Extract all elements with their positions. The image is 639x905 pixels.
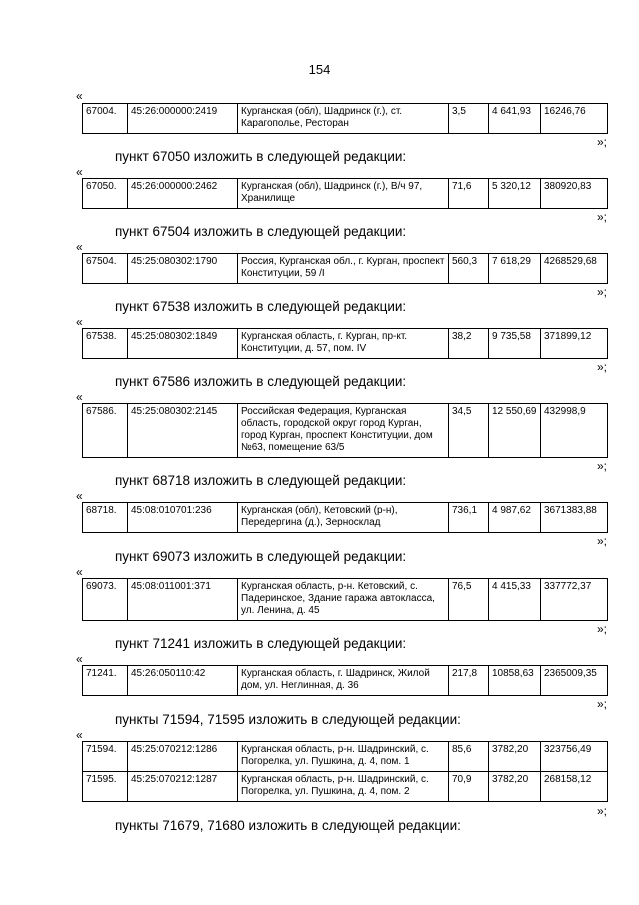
area: 85,6 <box>449 742 489 772</box>
close-quote: »; <box>597 697 608 711</box>
unit-price: 3782,20 <box>489 772 541 802</box>
row-number: 71594. <box>83 742 128 772</box>
unit-price: 5 320,12 <box>489 179 541 209</box>
row-number: 69073. <box>83 579 128 621</box>
record-table <box>82 328 608 359</box>
cadastral-number: 45:25:080302:1790 <box>128 254 238 284</box>
value: 371899,12 <box>541 329 608 359</box>
area: 70,9 <box>449 772 489 802</box>
value: 16246,76 <box>541 104 608 134</box>
area: 76,5 <box>449 579 489 621</box>
address: Курганская (обл), Кетовский (р-н), Передергина (д.), Зерносклад <box>238 503 449 533</box>
cadastral-number: 45:08:011001:371 <box>128 579 238 621</box>
paragraph: пункт 67504 изложить в следующей редакции: <box>115 224 407 239</box>
table-row <box>83 329 608 359</box>
open-quote: « <box>76 728 83 742</box>
table-row <box>83 404 608 458</box>
row-number: 67050. <box>83 179 128 209</box>
value: 380920,83 <box>541 179 608 209</box>
table-row <box>83 579 608 621</box>
value: 4268529,68 <box>541 254 608 284</box>
table-row <box>83 772 608 802</box>
close-quote: »; <box>597 135 608 149</box>
row-number: 68718. <box>83 503 128 533</box>
close-quote: »; <box>597 534 608 548</box>
record-table <box>82 178 608 209</box>
value: 432998,9 <box>541 404 608 458</box>
value: 323756,49 <box>541 742 608 772</box>
open-quote: « <box>76 89 83 103</box>
value: 2365009,35 <box>541 666 608 696</box>
unit-price: 3782,20 <box>489 742 541 772</box>
page-number: 154 <box>308 62 331 77</box>
table-row <box>83 254 608 284</box>
open-quote: « <box>76 390 83 404</box>
address: Курганская область, р-н. Кетовский, с. Падеринское, Здание гаража автокласса, ул. Ленина, д. 45 <box>238 579 449 621</box>
paragraph: пункт 71241 изложить в следующей редакции: <box>115 636 407 651</box>
close-quote: »; <box>597 804 608 818</box>
area: 736,1 <box>449 503 489 533</box>
address: Курганская (обл), Шадринск (г.), В/ч 97, Хранилище <box>238 179 449 209</box>
row-number: 67504. <box>83 254 128 284</box>
area: 3,5 <box>449 104 489 134</box>
paragraph: пункты 71594, 71595 изложить в следующей редакции: <box>115 712 461 727</box>
open-quote: « <box>76 315 83 329</box>
open-quote: « <box>76 489 83 503</box>
value: 3671383,88 <box>541 503 608 533</box>
cadastral-number: 45:25:080302:1849 <box>128 329 238 359</box>
value: 337772,37 <box>541 579 608 621</box>
address: Курганская (обл), Шадринск (г.), ст. Карагополье, Ресторан <box>238 104 449 134</box>
close-quote: »; <box>597 622 608 636</box>
row-number: 67004. <box>83 104 128 134</box>
address: Курганская область, р-н. Шадринский, с. Погорелка, ул. Пушкина, д. 4, пом. 2 <box>238 772 449 802</box>
record-table <box>82 253 608 284</box>
table-row <box>83 179 608 209</box>
record-table <box>82 741 608 802</box>
close-quote: »; <box>597 459 608 473</box>
paragraph: пункт 68718 изложить в следующей редакции: <box>115 473 407 488</box>
area: 217,8 <box>449 666 489 696</box>
table-row <box>83 666 608 696</box>
area: 560,3 <box>449 254 489 284</box>
row-number: 67586. <box>83 404 128 458</box>
paragraph: пункт 67586 изложить в следующей редакции: <box>115 374 407 389</box>
paragraph: пункт 67538 изложить в следующей редакции: <box>115 299 407 314</box>
row-number: 71595. <box>83 772 128 802</box>
open-quote: « <box>76 165 83 179</box>
area: 38,2 <box>449 329 489 359</box>
table-row <box>83 503 608 533</box>
address: Российская Федерация, Курганская область, городской округ город Курган, город Курган, проспект Конституции, дом №63, помещение 63/5 <box>238 404 449 458</box>
unit-price: 4 415,33 <box>489 579 541 621</box>
cadastral-number: 45:26:000000:2419 <box>128 104 238 134</box>
table-row <box>83 742 608 772</box>
close-quote: »; <box>597 285 608 299</box>
record-table <box>82 103 608 134</box>
unit-price: 4 641,93 <box>489 104 541 134</box>
address: Курганская область, г. Шадринск, Жилой дом, ул. Неглинная, д. 36 <box>238 666 449 696</box>
area: 34,5 <box>449 404 489 458</box>
paragraph: пункты 71679, 71680 изложить в следующей редакции: <box>115 818 461 833</box>
close-quote: »; <box>597 210 608 224</box>
cadastral-number: 45:25:070212:1286 <box>128 742 238 772</box>
cadastral-number: 45:08:010701:236 <box>128 503 238 533</box>
open-quote: « <box>76 240 83 254</box>
open-quote: « <box>76 652 83 666</box>
cadastral-number: 45:26:050110:42 <box>128 666 238 696</box>
cadastral-number: 45:25:070212:1287 <box>128 772 238 802</box>
unit-price: 10858,63 <box>489 666 541 696</box>
record-table <box>82 403 608 458</box>
row-number: 71241. <box>83 666 128 696</box>
record-table <box>82 665 608 696</box>
area: 71,6 <box>449 179 489 209</box>
unit-price: 12 550,69 <box>489 404 541 458</box>
value: 268158,12 <box>541 772 608 802</box>
unit-price: 9 735,58 <box>489 329 541 359</box>
unit-price: 4 987,62 <box>489 503 541 533</box>
cadastral-number: 45:26:000000:2462 <box>128 179 238 209</box>
table-row <box>83 104 608 134</box>
address: Россия, Курганская обл., г. Курган, проспект Конституции, 59 /I <box>238 254 449 284</box>
record-table <box>82 578 608 621</box>
row-number: 67538. <box>83 329 128 359</box>
paragraph: пункт 69073 изложить в следующей редакции: <box>115 549 407 564</box>
address: Курганская область, г. Курган, пр-кт. Конституции, д. 57, пом. IV <box>238 329 449 359</box>
close-quote: »; <box>597 360 608 374</box>
address: Курганская область, р-н. Шадринский, с. Погорелка, ул. Пушкина, д. 4, пом. 1 <box>238 742 449 772</box>
paragraph: пункт 67050 изложить в следующей редакции: <box>115 149 407 164</box>
record-table <box>82 502 608 533</box>
cadastral-number: 45:25:080302:2145 <box>128 404 238 458</box>
unit-price: 7 618,29 <box>489 254 541 284</box>
open-quote: « <box>76 565 83 579</box>
